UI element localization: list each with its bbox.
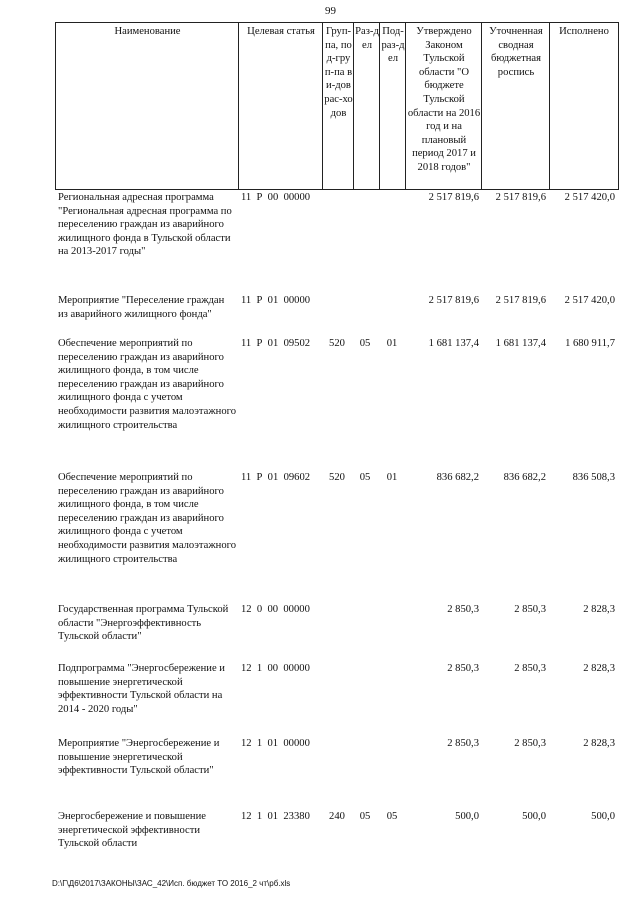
header-group: Груп-па, под-груп-па ви-дов рас-ходов (322, 22, 354, 190)
row-code: 12 1 00 00000 (241, 663, 310, 674)
row-group: 520 (329, 472, 345, 483)
row-group: 240 (329, 811, 345, 822)
row-code: 11 Р 01 09502 (241, 338, 311, 349)
row-approved: 2 850,3 (447, 738, 479, 749)
row-executed: 2 828,3 (583, 604, 615, 615)
row-name: Обеспечение мероприятий по переселению граждан из аварийного жилищного фонда, в том числе переселению граждан из аварийного жилищного фонда с учетом необходимости развития малоэтажного жилищного строительства (58, 472, 236, 565)
row-executed: 2 517 420,0 (564, 192, 615, 203)
row-approved: 2 850,3 (447, 663, 479, 674)
header-executed: Исполнено (549, 22, 619, 190)
row-executed: 2 828,3 (583, 663, 615, 674)
row-name: Обеспечение мероприятий по переселению граждан из аварийного жилищного фонда, в том числе переселению граждан из аварийного жилищного фонда с учетом необходимости развития малоэтажного жилищного строительства (58, 338, 236, 431)
row-refined: 1 681 137,4 (495, 338, 546, 349)
row-approved: 1 681 137,4 (428, 338, 479, 349)
row-section: 05 (359, 811, 371, 822)
row-name: Мероприятие "Энергосбережение и повышение энергетической эффективности Тульской области" (58, 738, 220, 777)
row-subsection: 01 (386, 472, 398, 483)
row-approved: 2 517 819,6 (428, 295, 479, 306)
row-group: 520 (329, 338, 345, 349)
row-code: 12 0 00 00000 (241, 604, 310, 615)
row-name: Энергосбережение и повышение энергетической эффективности Тульской области (58, 811, 206, 850)
header-refined: Уточненная сводная бюджетная роспись (481, 22, 550, 190)
row-executed: 836 508,3 (572, 472, 615, 483)
header-section: Раз-дел (353, 22, 380, 190)
row-name: Государственная программа Тульской области "Энергоэффективность Тульской области" (58, 604, 229, 643)
row-code: 11 Р 00 00000 (241, 192, 311, 203)
row-refined: 2 850,3 (514, 738, 546, 749)
row-refined: 2 517 819,6 (495, 192, 546, 203)
row-name: Мероприятие "Переселение граждан из аварийного жилищного фонда" (58, 295, 225, 320)
row-code: 11 Р 01 00000 (241, 295, 311, 306)
row-code: 11 Р 01 09602 (241, 472, 311, 483)
row-executed: 500,0 (591, 811, 615, 822)
header-name: Наименование (55, 22, 239, 190)
row-approved: 500,0 (455, 811, 479, 822)
row-code: 12 1 01 23380 (241, 811, 310, 822)
row-approved: 836 682,2 (436, 472, 479, 483)
row-section: 05 (359, 472, 371, 483)
page-number: 99 (325, 5, 336, 17)
row-section: 05 (359, 338, 371, 349)
row-approved: 2 850,3 (447, 604, 479, 615)
row-executed: 1 680 911,7 (565, 338, 615, 349)
row-refined: 836 682,2 (503, 472, 546, 483)
row-executed: 2 517 420,0 (564, 295, 615, 306)
row-code: 12 1 01 00000 (241, 738, 310, 749)
row-refined: 2 517 819,6 (495, 295, 546, 306)
header-target: Целевая статья (238, 22, 323, 190)
row-refined: 2 850,3 (514, 663, 546, 674)
row-name: Подпрограмма "Энергосбережение и повышение энергетической эффективности Тульской области на 2014 - 2020 годы" (58, 663, 225, 715)
header-approved: Утверждено Законом Тульской области "О бюджете Тульской области на 2016 год и на плановый период 2017 и 2018 годов" (405, 22, 482, 190)
row-executed: 2 828,3 (583, 738, 615, 749)
file-path-footer: D:\Г\Д6\2017\ЗАКОНЫ\ЗАС_42\Исп. бюджет ТО 2016_2 чт\рб.xls (52, 879, 291, 888)
header-subsection: Под-раз-дел (379, 22, 406, 190)
row-refined: 500,0 (522, 811, 546, 822)
row-name: Региональная адресная программа "Региональная адресная программа по переселению граждан из аварийного жилищного фонда в Тульской области на 2013-2017 годы" (58, 192, 232, 258)
row-approved: 2 517 819,6 (428, 192, 479, 203)
row-refined: 2 850,3 (514, 604, 546, 615)
row-subsection: 01 (386, 338, 398, 349)
row-subsection: 05 (386, 811, 398, 822)
